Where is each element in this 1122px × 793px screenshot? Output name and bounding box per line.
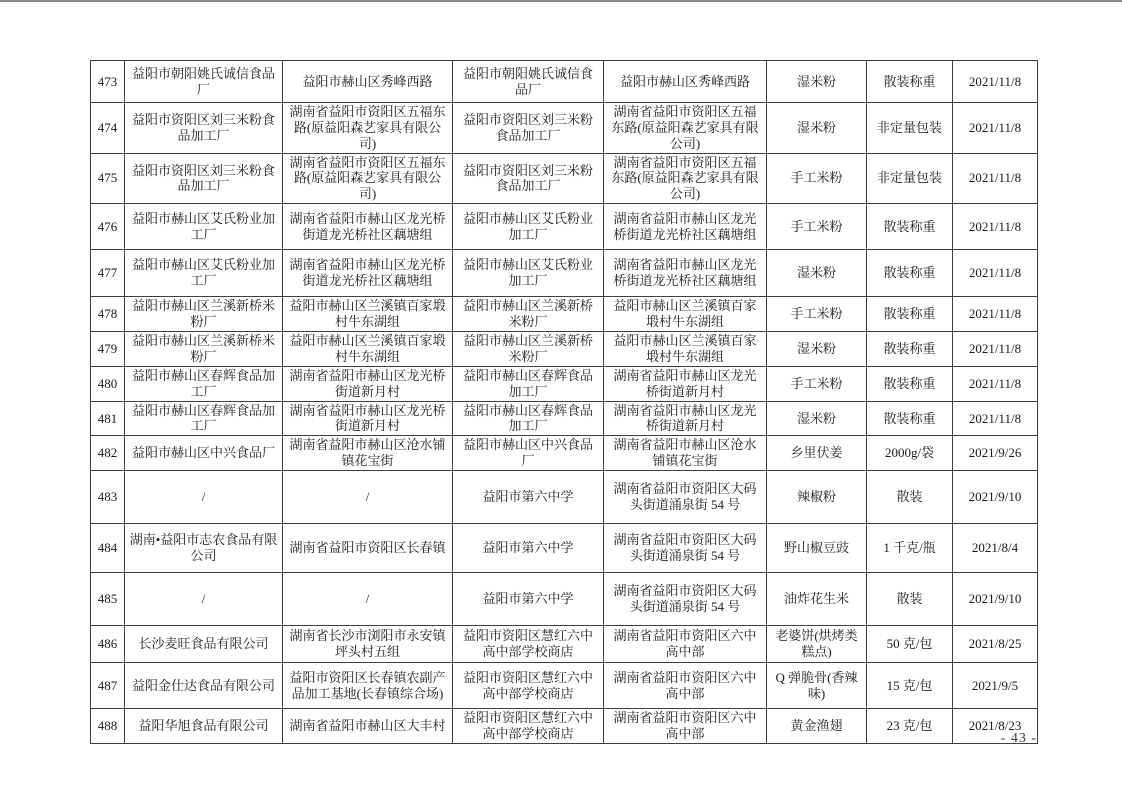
cell-spec: 散装 xyxy=(867,471,953,524)
cell-producer-address: 益阳市赫山区秀峰西路 xyxy=(283,61,453,103)
cell-product: 手工米粉 xyxy=(767,153,867,204)
cell-producer-address: 湖南省益阳市资阳区五福东路(原益阳森艺家具有限公司) xyxy=(283,103,453,154)
cell-spec: 15 克/包 xyxy=(867,663,953,709)
cell-sampled-unit-address: 益阳市赫山区兰溪镇百家塅村牛东湖组 xyxy=(604,332,767,367)
cell-spec: 散装称重 xyxy=(867,401,953,436)
table-row xyxy=(91,626,1038,663)
cell-no: 481 xyxy=(91,401,125,436)
cell-production-date: 2021/9/10 xyxy=(953,573,1038,626)
cell-producer-address: 湖南省益阳市赫山区龙光桥街道新月村 xyxy=(283,401,453,436)
cell-spec: 非定量包装 xyxy=(867,103,953,154)
cell-no: 486 xyxy=(91,626,125,663)
cell-no: 482 xyxy=(91,436,125,471)
cell-product: 湿米粉 xyxy=(767,250,867,297)
cell-producer: 益阳市赫山区艾氏粉业加工厂 xyxy=(125,204,283,250)
cell-sampled-unit-address: 湖南省益阳市资阳区大码头街道涌泉街 54 号 xyxy=(604,471,767,524)
cell-producer: 湖南•益阳市志农食品有限公司 xyxy=(125,524,283,573)
cell-sampled-unit-address: 湖南省益阳市资阳区六中高中部 xyxy=(604,626,767,663)
cell-sampled-unit-address: 湖南省益阳市赫山区龙光桥街道新月村 xyxy=(604,366,767,401)
cell-spec: 散装 xyxy=(867,573,953,626)
cell-product: 手工米粉 xyxy=(767,204,867,250)
cell-no: 478 xyxy=(91,297,125,332)
cell-producer-address: 益阳市赫山区兰溪镇百家塅村牛东湖组 xyxy=(283,332,453,367)
cell-producer-address: / xyxy=(283,573,453,626)
cell-producer: 益阳市赫山区兰溪新桥米粉厂 xyxy=(125,332,283,367)
cell-product: 老婆饼(烘烤类糕点) xyxy=(767,626,867,663)
cell-no: 479 xyxy=(91,332,125,367)
table-row xyxy=(91,297,1038,332)
cell-sampled-unit-address: 湖南省益阳市赫山区沧水铺镇花宝街 xyxy=(604,436,767,471)
cell-sampled-unit: 益阳市赫山区中兴食品厂 xyxy=(453,436,604,471)
cell-sampled-unit-address: 益阳市赫山区秀峰西路 xyxy=(604,61,767,103)
cell-producer-address: 益阳市资阳区长春镇农副产品加工基地(长春镇综合场) xyxy=(283,663,453,709)
table-row xyxy=(91,61,1038,103)
cell-product: 湿米粉 xyxy=(767,61,867,103)
cell-sampled-unit: 益阳市赫山区艾氏粉业加工厂 xyxy=(453,204,604,250)
cell-no: 483 xyxy=(91,471,125,524)
cell-production-date: 2021/9/5 xyxy=(953,663,1038,709)
cell-no: 475 xyxy=(91,153,125,204)
cell-sampled-unit: 益阳市第六中学 xyxy=(453,573,604,626)
cell-spec: 散装称重 xyxy=(867,61,953,103)
cell-producer: 长沙麦旺食品有限公司 xyxy=(125,626,283,663)
cell-no: 485 xyxy=(91,573,125,626)
cell-sampled-unit-address: 湖南省益阳市赫山区龙光桥街道龙光桥社区藕塘组 xyxy=(604,250,767,297)
cell-spec: 散装称重 xyxy=(867,366,953,401)
table-row xyxy=(91,250,1038,297)
cell-product: 湿米粉 xyxy=(767,401,867,436)
page-number: - 43 - xyxy=(1000,731,1037,746)
cell-sampled-unit-address: 湖南省益阳市资阳区大码头街道涌泉街 54 号 xyxy=(604,524,767,573)
cell-sampled-unit: 益阳市资阳区慧红六中高中部学校商店 xyxy=(453,709,604,744)
cell-producer: 益阳市赫山区春辉食品加工厂 xyxy=(125,366,283,401)
table-row xyxy=(91,332,1038,367)
cell-product: 湿米粉 xyxy=(767,332,867,367)
page-top-edge-line xyxy=(0,0,1122,2)
cell-producer: 益阳华旭食品有限公司 xyxy=(125,709,283,744)
cell-sampled-unit-address: 湖南省益阳市资阳区大码头街道涌泉街 54 号 xyxy=(604,573,767,626)
cell-producer-address: 湖南省益阳市赫山区沧水铺镇花宝街 xyxy=(283,436,453,471)
table-row xyxy=(91,524,1038,573)
cell-sampled-unit-address: 湖南省益阳市资阳区五福东路(原益阳森艺家具有限公司) xyxy=(604,153,767,204)
cell-no: 477 xyxy=(91,250,125,297)
cell-spec: 23 克/包 xyxy=(867,709,953,744)
cell-producer: 益阳市赫山区艾氏粉业加工厂 xyxy=(125,250,283,297)
cell-production-date: 2021/11/8 xyxy=(953,332,1038,367)
cell-sampled-unit: 益阳市资阳区刘三米粉食品加工厂 xyxy=(453,153,604,204)
cell-sampled-unit: 益阳市赫山区兰溪新桥米粉厂 xyxy=(453,297,604,332)
cell-producer-address: 湖南省长沙市浏阳市永安镇坪头村五组 xyxy=(283,626,453,663)
cell-sampled-unit-address: 益阳市赫山区兰溪镇百家塅村牛东湖组 xyxy=(604,297,767,332)
cell-spec: 2000g/袋 xyxy=(867,436,953,471)
cell-sampled-unit: 益阳市赫山区春辉食品加工厂 xyxy=(453,366,604,401)
cell-product: 乡里伏姜 xyxy=(767,436,867,471)
cell-spec: 散装称重 xyxy=(867,250,953,297)
table-row xyxy=(91,573,1038,626)
cell-producer-address: 湖南省益阳市资阳区长春镇 xyxy=(283,524,453,573)
cell-producer: 益阳市赫山区春辉食品加工厂 xyxy=(125,401,283,436)
cell-producer: 益阳市赫山区兰溪新桥米粉厂 xyxy=(125,297,283,332)
cell-producer: / xyxy=(125,573,283,626)
cell-product: 野山椒豆豉 xyxy=(767,524,867,573)
cell-producer-address: 益阳市赫山区兰溪镇百家塅村牛东湖组 xyxy=(283,297,453,332)
cell-sampled-unit: 益阳市赫山区艾氏粉业加工厂 xyxy=(453,250,604,297)
table-row xyxy=(91,663,1038,709)
food-sampling-table xyxy=(90,60,1038,744)
cell-sampled-unit-address: 湖南省益阳市赫山区龙光桥街道新月村 xyxy=(604,401,767,436)
table-row xyxy=(91,436,1038,471)
cell-product: Q 弹脆骨(香辣味) xyxy=(767,663,867,709)
cell-production-date: 2021/9/10 xyxy=(953,471,1038,524)
cell-no: 476 xyxy=(91,204,125,250)
table-body xyxy=(91,61,1038,744)
cell-producer: 益阳市朝阳姚氏诚信食品厂 xyxy=(125,61,283,103)
cell-no: 487 xyxy=(91,663,125,709)
cell-producer-address: 湖南省益阳市资阳区五福东路(原益阳森艺家具有限公司) xyxy=(283,153,453,204)
table-row xyxy=(91,471,1038,524)
cell-product: 湿米粉 xyxy=(767,103,867,154)
table-row xyxy=(91,103,1038,154)
cell-sampled-unit: 益阳市资阳区慧红六中高中部学校商店 xyxy=(453,626,604,663)
cell-production-date: 2021/11/8 xyxy=(953,153,1038,204)
table-row xyxy=(91,401,1038,436)
table-row xyxy=(91,366,1038,401)
cell-product: 手工米粉 xyxy=(767,297,867,332)
cell-production-date: 2021/11/8 xyxy=(953,366,1038,401)
cell-spec: 散装称重 xyxy=(867,297,953,332)
cell-no: 480 xyxy=(91,366,125,401)
cell-production-date: 2021/8/23 xyxy=(953,709,1038,744)
cell-product: 油炸花生米 xyxy=(767,573,867,626)
cell-production-date: 2021/11/8 xyxy=(953,401,1038,436)
cell-sampled-unit: 益阳市赫山区兰溪新桥米粉厂 xyxy=(453,332,604,367)
cell-product: 黄金渔翅 xyxy=(767,709,867,744)
cell-producer: 益阳金仕达食品有限公司 xyxy=(125,663,283,709)
cell-production-date: 2021/9/26 xyxy=(953,436,1038,471)
cell-production-date: 2021/8/4 xyxy=(953,524,1038,573)
cell-production-date: 2021/11/8 xyxy=(953,61,1038,103)
cell-production-date: 2021/11/8 xyxy=(953,250,1038,297)
cell-producer-address: 湖南省益阳市赫山区大丰村 xyxy=(283,709,453,744)
cell-sampled-unit: 益阳市第六中学 xyxy=(453,524,604,573)
cell-producer: / xyxy=(125,471,283,524)
cell-producer: 益阳市资阳区刘三米粉食品加工厂 xyxy=(125,103,283,154)
table-row xyxy=(91,153,1038,204)
table-row xyxy=(91,204,1038,250)
cell-no: 484 xyxy=(91,524,125,573)
cell-production-date: 2021/11/8 xyxy=(953,103,1038,154)
cell-production-date: 2021/11/8 xyxy=(953,204,1038,250)
cell-spec: 散装称重 xyxy=(867,204,953,250)
cell-sampled-unit: 益阳市资阳区慧红六中高中部学校商店 xyxy=(453,663,604,709)
cell-production-date: 2021/11/8 xyxy=(953,297,1038,332)
cell-producer: 益阳市资阳区刘三米粉食品加工厂 xyxy=(125,153,283,204)
cell-no: 474 xyxy=(91,103,125,154)
cell-production-date: 2021/8/25 xyxy=(953,626,1038,663)
cell-spec: 散装称重 xyxy=(867,332,953,367)
cell-producer-address: / xyxy=(283,471,453,524)
cell-sampled-unit-address: 湖南省益阳市资阳区六中高中部 xyxy=(604,709,767,744)
cell-sampled-unit: 益阳市赫山区春辉食品加工厂 xyxy=(453,401,604,436)
cell-sampled-unit: 益阳市朝阳姚氏诚信食品厂 xyxy=(453,61,604,103)
cell-sampled-unit-address: 湖南省益阳市资阳区五福东路(原益阳森艺家具有限公司) xyxy=(604,103,767,154)
table-row xyxy=(91,709,1038,744)
cell-producer: 益阳市赫山区中兴食品厂 xyxy=(125,436,283,471)
cell-no: 488 xyxy=(91,709,125,744)
cell-producer-address: 湖南省益阳市赫山区龙光桥街道龙光桥社区藕塘组 xyxy=(283,250,453,297)
cell-spec: 50 克/包 xyxy=(867,626,953,663)
cell-no: 473 xyxy=(91,61,125,103)
cell-spec: 非定量包装 xyxy=(867,153,953,204)
cell-product: 辣椒粉 xyxy=(767,471,867,524)
cell-sampled-unit: 益阳市资阳区刘三米粉食品加工厂 xyxy=(453,103,604,154)
cell-producer-address: 湖南省益阳市赫山区龙光桥街道新月村 xyxy=(283,366,453,401)
cell-producer-address: 湖南省益阳市赫山区龙光桥街道龙光桥社区藕塘组 xyxy=(283,204,453,250)
cell-product: 手工米粉 xyxy=(767,366,867,401)
cell-sampled-unit: 益阳市第六中学 xyxy=(453,471,604,524)
cell-sampled-unit-address: 湖南省益阳市资阳区六中高中部 xyxy=(604,663,767,709)
cell-sampled-unit-address: 湖南省益阳市赫山区龙光桥街道龙光桥社区藕塘组 xyxy=(604,204,767,250)
cell-spec: 1 千克/瓶 xyxy=(867,524,953,573)
